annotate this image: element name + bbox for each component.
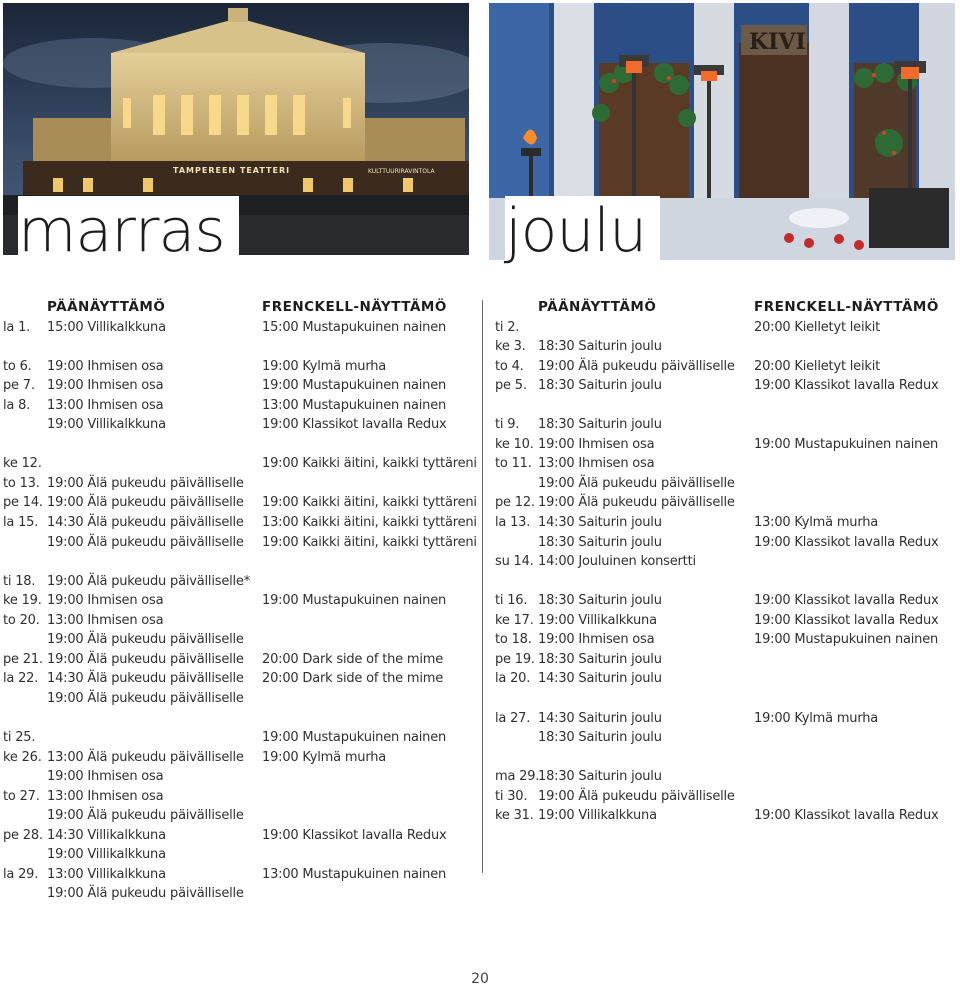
- main-stage-event: 19:00 Älä pukeudu päivälliselle: [47, 886, 244, 902]
- frenckell-stage-event: 19:00 Mustapukuinen nainen: [754, 436, 939, 452]
- day-label: ke 10.: [495, 436, 534, 452]
- main-stage-event: 18:30 Saiturin joulu: [538, 339, 662, 355]
- main-stage-event: 19:00 Älä pukeudu päivälliselle: [538, 358, 735, 374]
- day-label: ti 25.: [3, 730, 36, 746]
- main-stage-event: 14:30 Saiturin joulu: [538, 671, 662, 687]
- day-label: ti 9.: [495, 417, 520, 433]
- main-stage-event: 19:00 Ihmisen osa: [47, 378, 164, 394]
- day-label: pe 21.: [3, 651, 43, 667]
- day-label: ma 29.: [495, 769, 540, 785]
- day-label: ke 17.: [495, 612, 534, 628]
- main-stage-event: 19:00 Ihmisen osa: [47, 358, 164, 374]
- day-label: la 27.: [495, 710, 531, 726]
- main-stage-event: 19:00 Villikalkkuna: [538, 612, 657, 628]
- frenckell-stage-event: 19:00 Kylmä murha: [262, 749, 387, 765]
- frenckell-stage-event: 19:00 Kaikki äitini, kaikki tyttäreni: [262, 495, 477, 511]
- main-stage-event: 13:00 Ihmisen osa: [47, 788, 164, 804]
- frenckell-stage-event: 19:00 Klassikot lavalla Redux: [262, 827, 447, 843]
- column-divider: [482, 300, 483, 873]
- month-title-november: marras: [18, 196, 239, 266]
- day-label: la 13.: [495, 515, 531, 530]
- frenckell-stage-event: 13:00 Mustapukuinen nainen: [262, 866, 447, 882]
- main-stage-event: 19:00 Ihmisen osa: [538, 632, 655, 648]
- frenckell-stage-event: 19:00 Mustapukuinen nainen: [262, 730, 447, 746]
- main-stage-event: 18:30 Saiturin joulu: [538, 651, 662, 667]
- day-label: to 20.: [3, 612, 40, 628]
- day-label: pe 12.: [495, 495, 535, 511]
- frenckell-stage-event: 19:00 Kylmä murha: [754, 710, 879, 726]
- day-label: ke 3.: [495, 339, 526, 355]
- main-stage-event: 18:30 Saiturin joulu: [538, 534, 662, 550]
- frenckell-stage-event: 19:00 Kaikki äitini, kaikki tyttäreni: [262, 534, 477, 550]
- day-label: ke 31.: [495, 808, 534, 824]
- frenckell-stage-event: 20:00 Dark side of the mime: [262, 671, 444, 687]
- day-label: ti 2.: [495, 319, 520, 335]
- day-label: pe 28.: [3, 827, 43, 843]
- day-label: to 11.: [495, 456, 532, 472]
- day-label: la 15.: [3, 515, 39, 530]
- frenckell-stage-event: 20:00 Dark side of the mime: [262, 651, 444, 667]
- day-label: la 20.: [495, 671, 531, 687]
- frenckell-stage-event: 20:00 Kielletyt leikit: [754, 358, 881, 374]
- main-stage-event: 19:00 Ihmisen osa: [47, 593, 164, 609]
- main-stage-event: 19:00 Älä pukeudu päivälliselle: [538, 788, 735, 804]
- main-stage-event: 18:30 Saiturin joulu: [538, 769, 662, 785]
- main-stage-event: 18:30 Saiturin joulu: [538, 417, 662, 433]
- main-stage-event: 14:00 Jouluinen konsertti: [538, 554, 696, 570]
- day-label: pe 14.: [3, 495, 43, 511]
- header-frenckell-stage-november: FRENCKELL-NÄYTTÄMÖ: [262, 299, 447, 315]
- frenckell-stage-event: 13:00 Kaikki äitini, kaikki tyttäreni: [262, 515, 477, 530]
- main-stage-event: 19:00 Älä pukeudu päivälliselle: [47, 651, 244, 667]
- main-stage-event: 19:00 Älä pukeudu päivälliselle: [47, 495, 244, 511]
- day-label: su 14.: [495, 554, 534, 570]
- main-stage-event: 19:00 Älä pukeudu päivälliselle: [47, 808, 244, 824]
- frenckell-stage-event: 19:00 Klassikot lavalla Redux: [754, 593, 939, 609]
- frenckell-stage-event: 19:00 Mustapukuinen nainen: [262, 378, 447, 394]
- main-stage-event: 19:00 Villikalkkuna: [538, 808, 657, 824]
- day-label: la 1.: [3, 319, 31, 335]
- main-stage-event: 14:30 Älä pukeudu päivälliselle: [47, 671, 244, 687]
- main-stage-event: 13:00 Ihmisen osa: [538, 456, 655, 472]
- day-label: la 8.: [3, 397, 31, 413]
- theatre-sign: TAMPEREEN TEATTERI: [173, 166, 291, 175]
- page-number: 20: [471, 971, 489, 987]
- main-stage-event: 13:00 Ihmisen osa: [47, 612, 164, 628]
- day-label: ke 19.: [3, 593, 42, 609]
- day-label: to 13.: [3, 475, 40, 491]
- frenckell-stage-event: 19:00 Kaikki äitini, kaikki tyttäreni: [262, 456, 477, 472]
- frenckell-stage-event: 19:00 Klassikot lavalla Redux: [754, 534, 939, 550]
- main-stage-event: 19:00 Älä pukeudu päivälliselle: [47, 632, 244, 648]
- day-label: to 6.: [3, 358, 32, 374]
- frenckell-stage-event: 15:00 Mustapukuinen nainen: [262, 319, 447, 335]
- frenckell-stage-event: 19:00 Klassikot lavalla Redux: [754, 378, 939, 394]
- main-stage-event: 14:30 Saiturin joulu: [538, 515, 662, 530]
- main-stage-event: 14:30 Villikalkkuna: [47, 827, 166, 843]
- frenckell-stage-event: 19:00 Mustapukuinen nainen: [754, 632, 939, 648]
- main-stage-event: 18:30 Saiturin joulu: [538, 378, 662, 394]
- day-label: to 27.: [3, 788, 40, 804]
- day-label: ti 16.: [495, 593, 528, 609]
- main-stage-event: 19:00 Villikalkkuna: [47, 847, 166, 863]
- frenckell-stage-event: 19:00 Klassikot lavalla Redux: [262, 417, 447, 433]
- main-stage-event: 19:00 Ihmisen osa: [47, 769, 164, 785]
- main-stage-event: 19:00 Älä pukeudu päivälliselle: [47, 475, 244, 491]
- main-stage-event: 15:00 Villikalkkuna: [47, 319, 166, 335]
- frenckell-stage-event: 20:00 Kielletyt leikit: [754, 319, 881, 335]
- day-label: pe 7.: [3, 378, 35, 394]
- main-stage-event: 18:30 Saiturin joulu: [538, 730, 662, 746]
- main-stage-event: 14:30 Älä pukeudu päivälliselle: [47, 515, 244, 530]
- header-frenckell-stage-december: FRENCKELL-NÄYTTÄMÖ: [754, 299, 939, 315]
- header-main-stage-december: PÄÄNÄYTTÄMÖ: [538, 299, 657, 315]
- day-label: la 22.: [3, 671, 39, 687]
- header-main-stage-november: PÄÄNÄYTTÄMÖ: [47, 299, 166, 315]
- day-label: ke 26.: [3, 749, 42, 765]
- main-stage-event: 19:00 Älä pukeudu päivälliselle: [538, 475, 735, 491]
- month-title-december: joulu: [505, 196, 660, 266]
- frenckell-stage-event: 19:00 Kylmä murha: [262, 358, 387, 374]
- main-stage-event: 13:00 Villikalkkuna: [47, 866, 166, 882]
- day-label: la 29.: [3, 866, 39, 882]
- day-label: pe 19.: [495, 651, 535, 667]
- main-stage-event: 19:00 Villikalkkuna: [47, 417, 166, 433]
- day-label: ti 30.: [495, 788, 528, 804]
- frenckell-stage-event: 19:00 Klassikot lavalla Redux: [754, 808, 939, 824]
- day-label: pe 5.: [495, 378, 527, 394]
- frenckell-stage-event: 19:00 Klassikot lavalla Redux: [754, 612, 939, 628]
- frenckell-stage-event: 13:00 Kylmä murha: [754, 515, 879, 530]
- day-label: ti 18.: [3, 573, 36, 589]
- kivi-sign: KIVI: [749, 29, 806, 55]
- main-stage-event: 14:30 Saiturin joulu: [538, 710, 662, 726]
- restaurant-sign: KULTTUURIRAVINTOLA: [368, 168, 435, 175]
- main-stage-event: 18:30 Saiturin joulu: [538, 593, 662, 609]
- main-stage-event: 19:00 Älä pukeudu päivälliselle: [538, 495, 735, 511]
- main-stage-event: 19:00 Älä pukeudu päivälliselle: [47, 534, 244, 550]
- frenckell-stage-event: 19:00 Mustapukuinen nainen: [262, 593, 447, 609]
- day-label: to 4.: [495, 358, 524, 374]
- main-stage-event: 13:00 Älä pukeudu päivälliselle: [47, 749, 244, 765]
- day-label: ke 12.: [3, 456, 42, 472]
- main-stage-event: 19:00 Ihmisen osa: [538, 436, 655, 452]
- main-stage-event: 19:00 Älä pukeudu päivälliselle*: [47, 573, 251, 589]
- day-label: to 18.: [495, 632, 532, 648]
- main-stage-event: 13:00 Ihmisen osa: [47, 397, 164, 413]
- main-stage-event: 19:00 Älä pukeudu päivälliselle: [47, 690, 244, 706]
- frenckell-stage-event: 13:00 Mustapukuinen nainen: [262, 397, 447, 413]
